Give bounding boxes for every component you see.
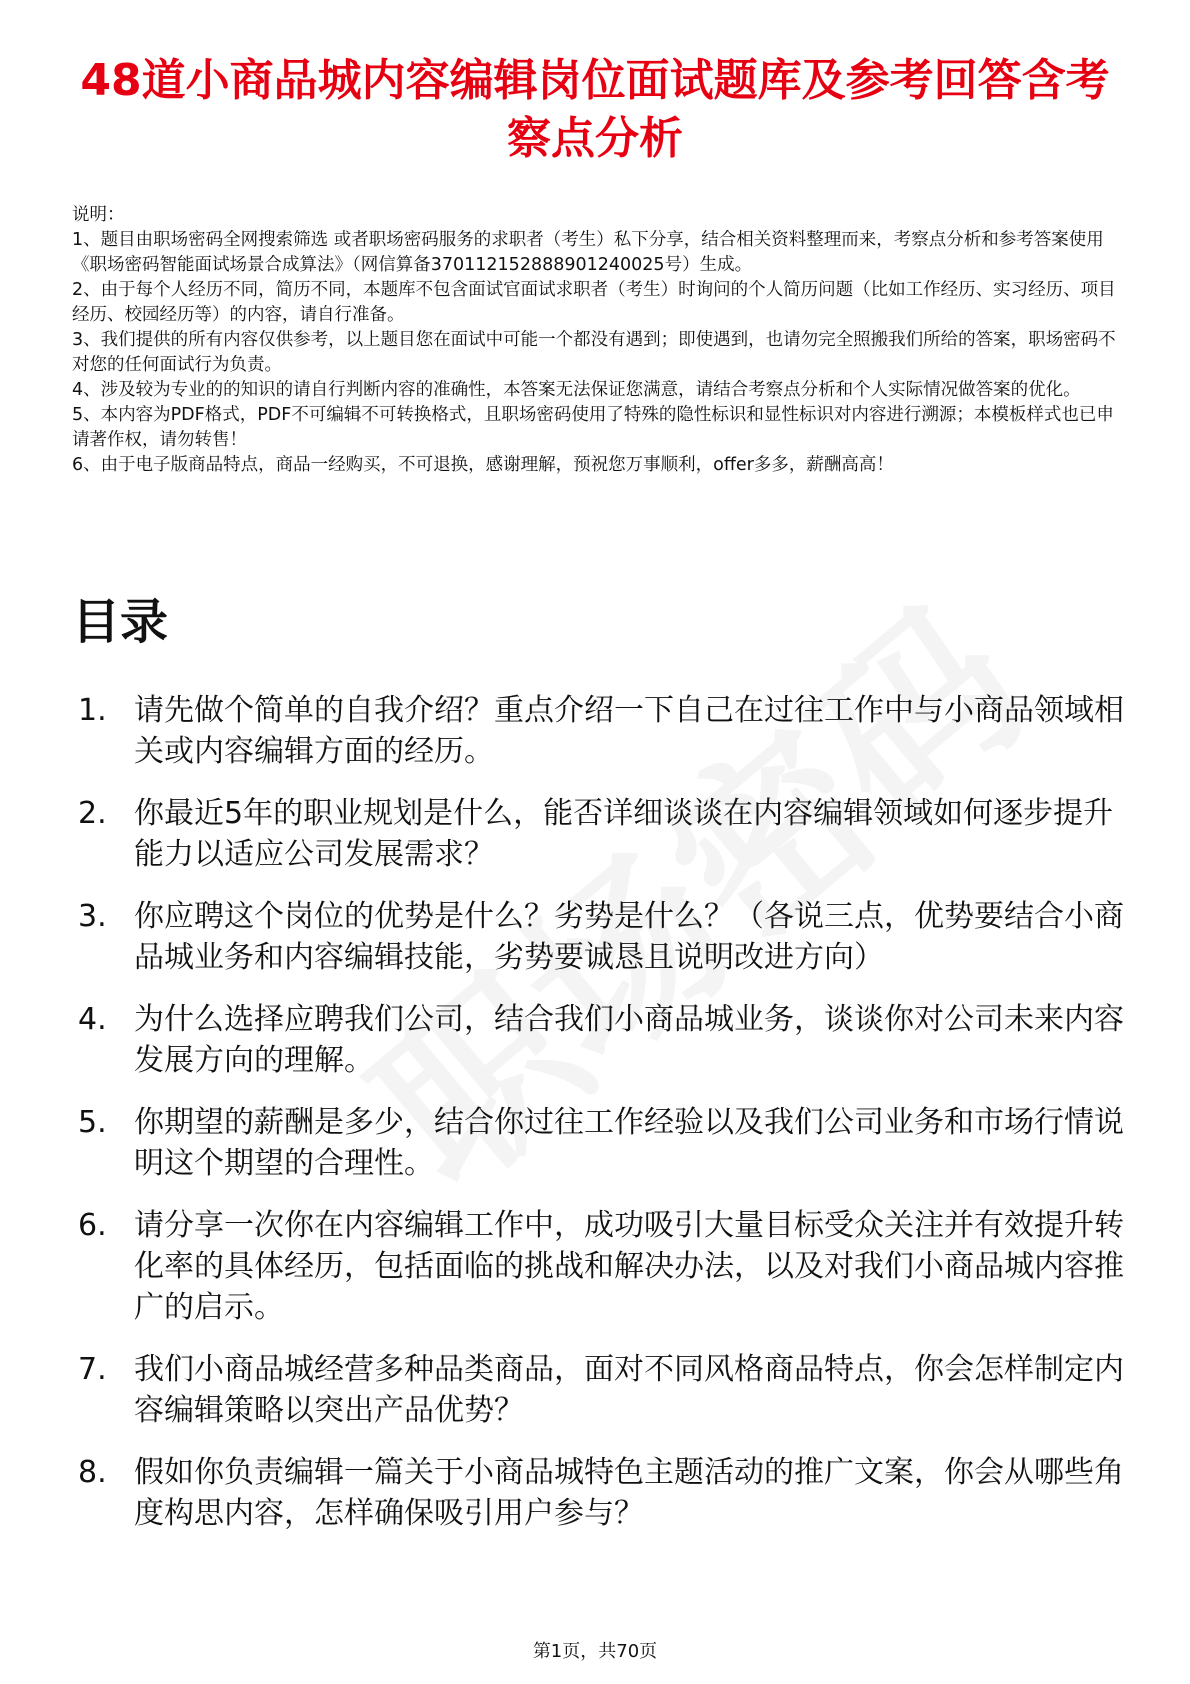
question-item[interactable] — [72, 1205, 1132, 1328]
question-text: 假如你负责编辑一篇关于小商品城特色主题活动的推广文案，你会从哪些角度构思内容，怎样确保吸引用户参与？ — [134, 1455, 1124, 1531]
question-number: 4. — [78, 1002, 107, 1037]
toc-heading: 目录 — [72, 594, 169, 650]
question-number: 5. — [78, 1105, 107, 1140]
notes-section — [72, 203, 1122, 478]
notes-heading: 说明： — [72, 205, 125, 225]
page-footer: 第1页，共70页 — [532, 1641, 658, 1662]
question-text: 你应聘这个岗位的优势是什么？劣势是什么？（各说三点，优势要结合小商品城业务和内容编辑技能，劣势要诚恳且说明改进方向） — [134, 899, 1124, 975]
note-item: 1、题目由职场密码全网搜索筛选 或者职场密码服务的求职者（考生）私下分享，结合相关资料整理而来，考察点分析和参考答案使用《职场密码智能面试场景合成算法》（网信算备370112152888901240025号）生成。 — [72, 230, 1104, 275]
question-number: 1. — [78, 693, 107, 728]
question-text: 请先做个简单的自我介绍？重点介绍一下自己在过往工作中与小商品领域相关或内容编辑方面的经历。 — [134, 693, 1124, 769]
question-text: 你期望的薪酬是多少，结合你过往工作经验以及我们公司业务和市场行情说明这个期望的合理性。 — [134, 1105, 1124, 1181]
note-item: 4、涉及较为专业的的知识的请自行判断内容的准确性，本答案无法保证您满意，请结合考察点分析和个人实际情况做答案的优化。 — [72, 380, 1081, 400]
question-number: 7. — [78, 1352, 107, 1387]
question-item[interactable] — [72, 1349, 1132, 1431]
question-text: 请分享一次你在内容编辑工作中，成功吸引大量目标受众关注并有效提升转化率的具体经历，包括面临的挑战和解决办法，以及对我们小商品城内容推广的启示。 — [134, 1208, 1124, 1325]
question-item[interactable] — [72, 999, 1132, 1081]
note-item: 6、由于电子版商品特点，商品一经购买，不可退换，感谢理解，预祝您万事顺利，offer多多，薪酬高高！ — [72, 455, 894, 475]
question-item[interactable] — [72, 793, 1132, 875]
question-item[interactable] — [72, 690, 1132, 772]
question-text: 为什么选择应聘我们公司，结合我们小商品城业务，谈谈你对公司未来内容发展方向的理解。 — [134, 1002, 1124, 1078]
question-text: 我们小商品城经营多种品类商品，面对不同风格商品特点，你会怎样制定内容编辑策略以突出产品优势？ — [134, 1352, 1124, 1428]
question-number: 8. — [78, 1455, 107, 1490]
note-item: 2、由于每个人经历不同，简历不同，本题库不包含面试官面试求职者（考生）时询问的个人简历问题（比如工作经历、实习经历、项目经历、校园经历等）的内容，请自行准备。 — [72, 280, 1116, 325]
question-item[interactable] — [72, 1452, 1132, 1534]
question-number: 2. — [78, 796, 107, 831]
question-text: 你最近5年的职业规划是什么，能否详细谈谈在内容编辑领域如何逐步提升能力以适应公司发展需求？ — [134, 796, 1114, 872]
document-title: 48道小商品城内容编辑岗位面试题库及参考回答含考察点分析 — [80, 55, 1110, 164]
question-number: 3. — [78, 899, 107, 934]
question-item[interactable] — [72, 1102, 1132, 1184]
note-item: 3、我们提供的所有内容仅供参考，以上题目您在面试中可能一个都没有遇到；即使遇到，也请勿完全照搬我们所给的答案，职场密码不对您的任何面试行为负责。 — [72, 330, 1116, 375]
question-number: 6. — [78, 1208, 107, 1243]
question-list — [72, 690, 1132, 1555]
question-item[interactable] — [72, 896, 1132, 978]
note-item: 5、本内容为PDF格式，PDF不可编辑不可转换格式，且职场密码使用了特殊的隐性标识和显性标识对内容进行溯源；本模板样式也已申请著作权，请勿转售！ — [72, 405, 1114, 450]
